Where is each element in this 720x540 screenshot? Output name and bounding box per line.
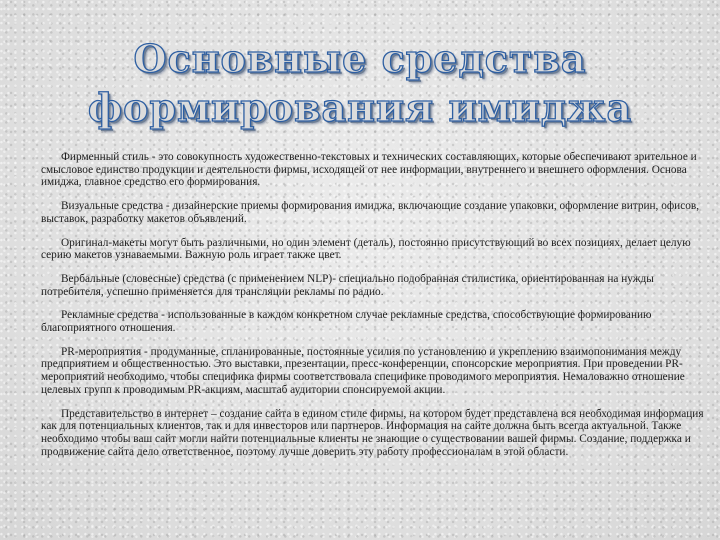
paragraph-advertising-means: Рекламные средства - использованные в каждом конкретном случае рекламные средства, способствующие формированию благоприятного отношения.: [41, 309, 652, 335]
slide-title-line-2: формирования имиджа: [87, 85, 633, 130]
paragraph-corporate-style: Фирменный стиль - это совокупность художественно-текстовых и технических составляющих, которые обеспечивают зрительное и смысловое единство продукции и деятельности фирмы, исходящей от нее информации, внутреннего и внешнего оформления. Основа имиджа, главное средство его формирования.: [41, 151, 697, 189]
paragraph-pr-events: PR-мероприятия - продуманные, спланированные, постоянные усилия по установлению и укреплению взаимопонимания между предприятием и общественностью. Это выставки, презентации, пресс-конференции, спонсорские мероприятия. При проведении PR-мероприятий необходимо, чтобы специфика фирмы соответствовала специфике проводимого мероприятия. Немаловажно отношение целевых групп к проводимым PR-акциям, масштаб аудитории спонсируемой акции.: [41, 345, 685, 396]
slide-body: [41, 151, 705, 458]
paragraph-visual-means: Визуальные средства - дизайнерские приемы формирования имиджа, включающие создание упаковки, оформление витрин, офисов, выставок, разработку макетов объявлений.: [41, 200, 700, 225]
slide-title: [0, 34, 720, 132]
paragraph-internet-presence: Представительство в интернет – создание сайта в едином стиле фирмы, на котором будет представлена вся необходимая информация как для потенциальных клиентов, так и для инвесторов или партнеров. Информация на сайте должна быть всегда актуальной. Также необходимо чтобы ваш сайт могли найти потенциальные клиенты не знающие о существовании вашей фирмы. Создание, поддержка и продвижение сайта дело ответственное, поэтому лучше доверить эту работу профессионалам в этой области.: [41, 407, 704, 458]
paragraph-original-layouts: Оригинал-макеты могут быть различными, но один элемент (деталь), постоянно присутствующий во всех позициях, делает целую серию макетов узнаваемыми. Важную роль играет также цвет.: [41, 236, 691, 262]
paragraph-verbal-means: Вербальные (словесные) средства (с применением NLP)- специально подобранная стилистика, ориентированная на нужды потребителя, успешно применяется для трансляции рекламы по радио.: [41, 272, 654, 298]
slide-title-line-1: Основные средства: [133, 36, 587, 81]
